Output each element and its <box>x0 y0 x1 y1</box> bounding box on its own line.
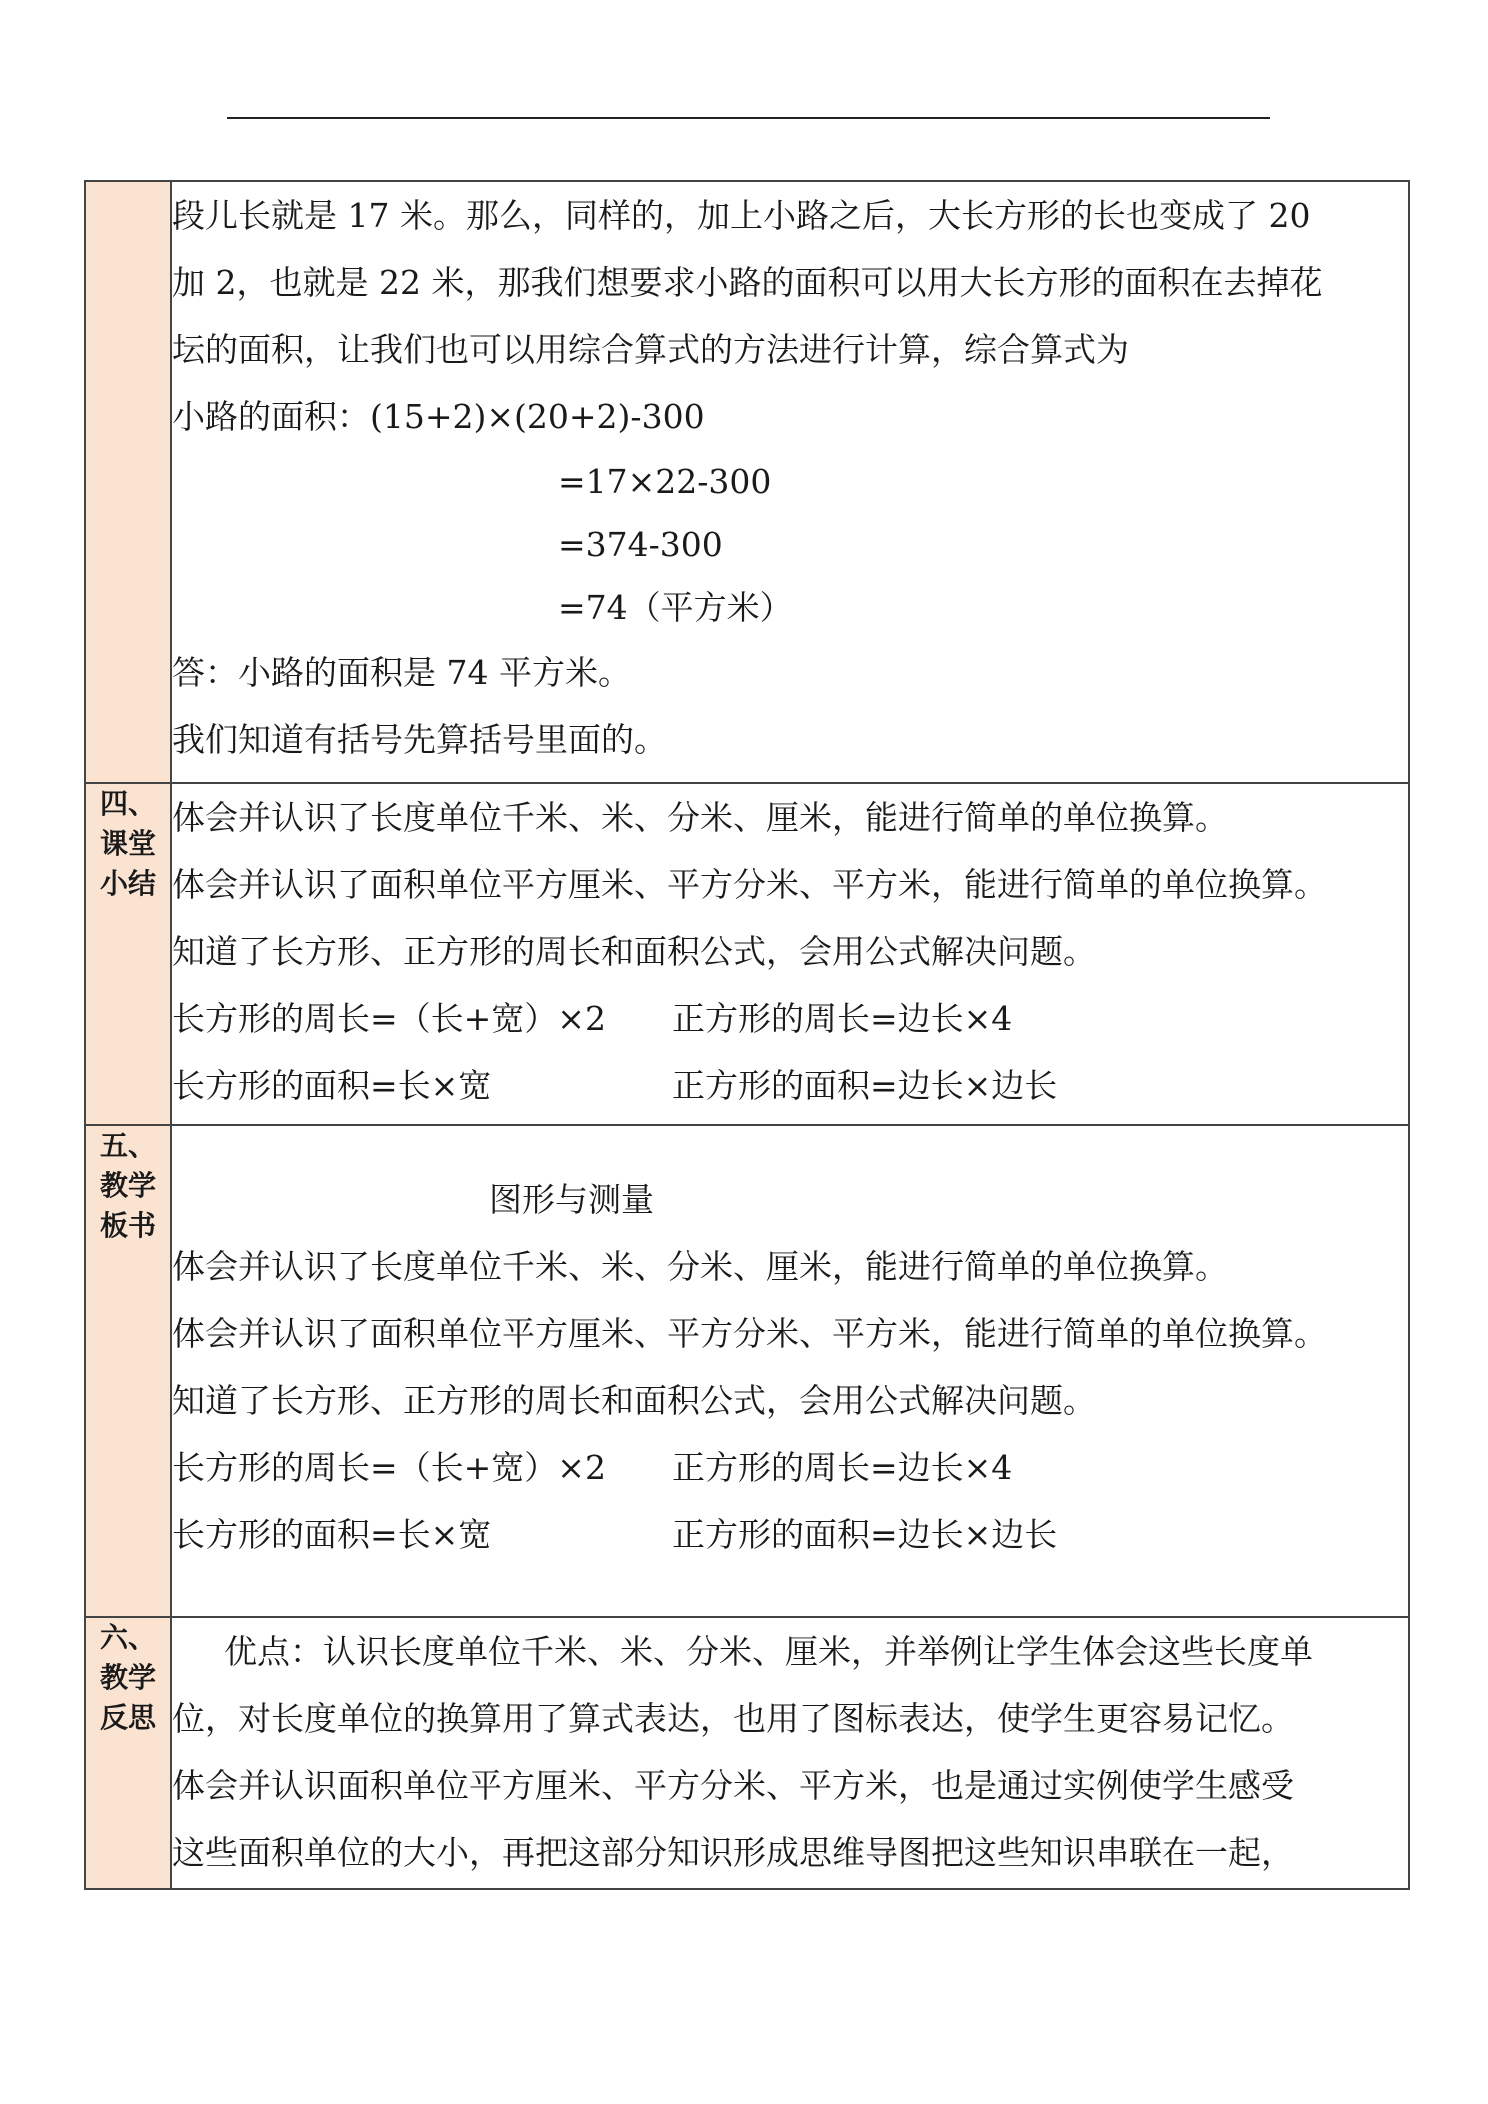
text-line: 坛的面积，让我们也可以用综合算式的方法进行计算，综合算式为 <box>172 330 1129 369</box>
lesson-plan-table <box>84 180 1410 1890</box>
row-board <box>85 1125 1409 1617</box>
text-line: 体会并认识面积单位平方厘米、平方分米、平方米，也是通过实例使学生感受 <box>172 1766 1294 1805</box>
label-line: 小结 <box>99 867 156 900</box>
board-title: 图形与测量 <box>489 1180 654 1219</box>
row-summary <box>85 783 1409 1125</box>
text-line: 体会并认识了长度单位千米、米、分米、厘米，能进行简单的单位换算。 <box>172 1247 1228 1286</box>
label-line: 板书 <box>99 1209 156 1242</box>
equation-step: =74（平方米） <box>558 588 793 627</box>
label-line: 四、 <box>99 787 156 820</box>
formula-area-square: 正方形的面积=边长×边长 <box>672 1066 1058 1105</box>
summary-cell <box>171 783 1409 1125</box>
side-cell-empty <box>85 181 171 783</box>
text-line: 体会并认识了面积单位平方厘米、平方分米、平方米，能进行简单的单位换算。 <box>172 1314 1327 1353</box>
row-calculation <box>85 181 1409 783</box>
text-line: 加 2，也就是 22 米，那我们想要求小路的面积可以用大长方形的面积在去掉花 <box>172 263 1323 302</box>
formula-area-rect: 长方形的面积=长×宽 <box>172 1066 492 1105</box>
calculation-cell <box>171 181 1409 783</box>
text-line: 这些面积单位的大小，再把这部分知识形成思维导图把这些知识串联在一起， <box>172 1833 1294 1872</box>
formula-line <box>172 1501 1408 1568</box>
side-label-summary <box>85 783 171 1125</box>
text-line: 优点：认识长度单位千米、米、分米、厘米，并举例让学生体会这些长度单 <box>224 1632 1313 1671</box>
formula-area-rect: 长方形的面积=长×宽 <box>172 1515 492 1554</box>
text-line: 知道了长方形、正方形的周长和面积公式，会用公式解决问题。 <box>172 1381 1096 1420</box>
formula-line <box>172 1434 1408 1501</box>
text-line: 体会并认识了面积单位平方厘米、平方分米、平方米，能进行简单的单位换算。 <box>172 865 1327 904</box>
answer-line: 答：小路的面积是 74 平方米。 <box>172 653 631 692</box>
label-line: 课堂 <box>99 827 156 860</box>
equation-step: =374-300 <box>558 525 723 564</box>
text-line: 知道了长方形、正方形的周长和面积公式，会用公式解决问题。 <box>172 932 1096 971</box>
formula-perimeter-rect: 长方形的周长=（长+宽）×2 <box>172 1448 606 1487</box>
formula-perimeter-square: 正方形的周长=边长×4 <box>672 1448 1013 1487</box>
formula-line <box>172 1052 1408 1119</box>
header-rule <box>227 117 1270 119</box>
formula-line <box>172 985 1408 1052</box>
side-label-reflection <box>85 1617 171 1889</box>
formula-perimeter-rect: 长方形的周长=（长+宽）×2 <box>172 999 606 1038</box>
label-line: 五、 <box>99 1129 156 1162</box>
text-line: 位，对长度单位的换算用了算式表达，也用了图标表达，使学生更容易记忆。 <box>172 1699 1294 1738</box>
label-line: 教学 <box>99 1661 156 1694</box>
label-line: 反思 <box>99 1701 156 1734</box>
label-line: 六、 <box>99 1621 156 1654</box>
formula-area-square: 正方形的面积=边长×边长 <box>672 1515 1058 1554</box>
row-reflection <box>85 1617 1409 1889</box>
text-line: 段儿长就是 17 米。那么，同样的，加上小路之后，大长方形的长也变成了 20 <box>172 196 1311 235</box>
expression-line: 小路的面积：(15+2)×(20+2)-300 <box>172 397 705 436</box>
reflection-cell <box>171 1617 1409 1889</box>
label-line: 教学 <box>99 1169 156 1202</box>
text-line: 体会并认识了长度单位千米、米、分米、厘米，能进行简单的单位换算。 <box>172 798 1228 837</box>
note-line: 我们知道有括号先算括号里面的。 <box>172 720 667 759</box>
side-label-board <box>85 1125 171 1617</box>
board-cell <box>171 1125 1409 1617</box>
equation-step: =17×22-300 <box>558 462 772 501</box>
formula-perimeter-square: 正方形的周长=边长×4 <box>672 999 1013 1038</box>
